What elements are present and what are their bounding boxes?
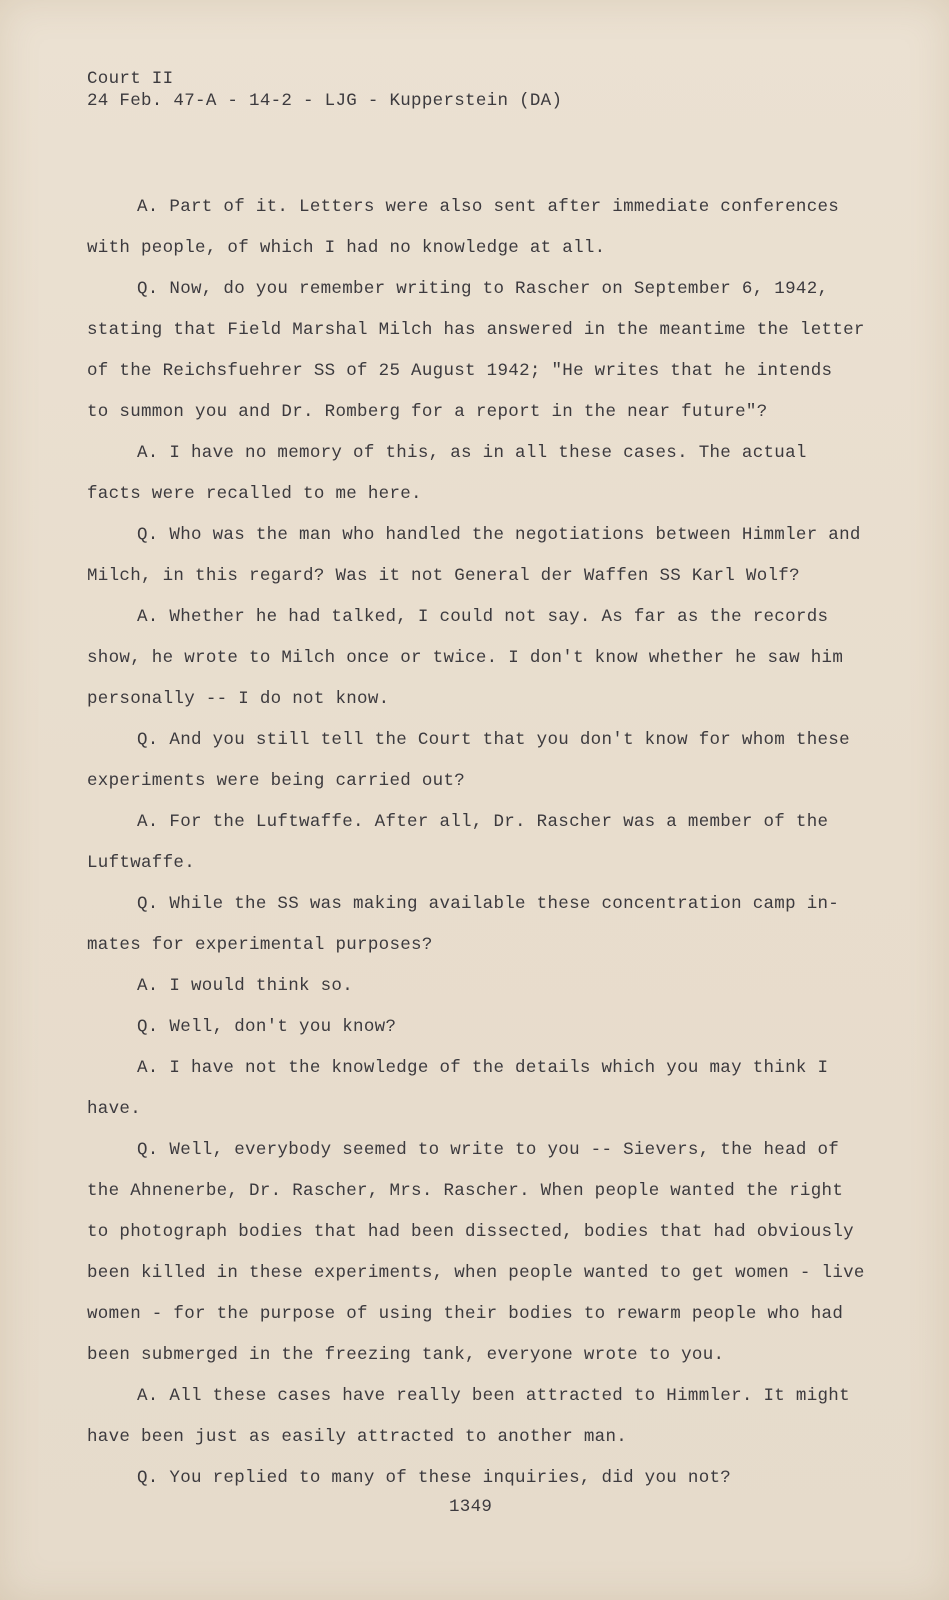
transcript-line: have been just as easily attracted to another man.	[87, 1427, 628, 1447]
transcript-line: A. For the Luftwaffe. After all, Dr. Rascher was a member of the	[137, 812, 829, 832]
document-header	[87, 68, 562, 112]
transcript-line: of the Reichsfuehrer SS of 25 August 1942; "He writes that he intends	[87, 361, 833, 381]
transcript-line: Q. Well, don't you know?	[137, 1017, 397, 1037]
transcript-line: Q. While the SS was making available these concentration camp in-	[137, 894, 840, 914]
transcript-line: A. I would think so.	[137, 976, 354, 996]
transcript-line: been submerged in the freezing tank, everyone wrote to you.	[87, 1345, 725, 1365]
transcript-line: Q. Who was the man who handled the negotiations between Himmler and	[137, 525, 861, 545]
transcript-line: mates for experimental purposes?	[87, 935, 433, 955]
transcript-line: Milch, in this regard? Was it not General der Waffen SS Karl Wolf?	[87, 566, 800, 586]
transcript-line: Q. And you still tell the Court that you don't know for whom these	[137, 730, 850, 750]
transcript-line: Q. You replied to many of these inquiries, did you not?	[137, 1468, 732, 1488]
transcript-line: A. Part of it. Letters were also sent after immediate conferences	[137, 197, 840, 217]
transcript-line: been killed in these experiments, when people wanted to get women - live	[87, 1263, 865, 1283]
transcript-line: Q. Well, everybody seemed to write to you -- Sievers, the head of	[137, 1140, 840, 1160]
transcript-line: Luftwaffe.	[87, 853, 196, 873]
transcript-line: with people, of which I had no knowledge at all.	[87, 238, 606, 258]
transcript-line: show, he wrote to Milch once or twice. I don't know whether he saw him	[87, 648, 844, 668]
transcript-body	[87, 192, 865, 1504]
transcript-line: stating that Field Marshal Milch has answered in the meantime the letter	[87, 320, 865, 340]
transcript-line: women - for the purpose of using their bodies to rewarm people who had	[87, 1304, 844, 1324]
transcript-line: Q. Now, do you remember writing to Rascher on September 6, 1942,	[137, 279, 829, 299]
header-court: Court II	[87, 69, 174, 89]
transcript-line: A. I have no memory of this, as in all these cases. The actual	[137, 443, 807, 463]
transcript-line: the Ahnenerbe, Dr. Rascher, Mrs. Rascher. When people wanted the right	[87, 1181, 844, 1201]
transcript-line: have.	[87, 1099, 142, 1119]
header-session-info: 24 Feb. 47-A - 14-2 - LJG - Kupperstein (DA)	[87, 91, 563, 111]
page-number: 1349	[449, 1497, 493, 1517]
transcript-line: A. I have not the knowledge of the details which you may think I	[137, 1058, 829, 1078]
transcript-line: personally -- I do not know.	[87, 689, 390, 709]
transcript-line: to summon you and Dr. Romberg for a report in the near future"?	[87, 402, 768, 422]
transcript-line: to photograph bodies that had been dissected, bodies that had obviously	[87, 1222, 854, 1242]
transcript-line: A. Whether he had talked, I could not say. As far as the records	[137, 607, 829, 627]
transcript-line: experiments were being carried out?	[87, 771, 466, 791]
transcript-line: A. All these cases have really been attracted to Himmler. It might	[137, 1386, 850, 1406]
transcript-line: facts were recalled to me here.	[87, 484, 422, 504]
